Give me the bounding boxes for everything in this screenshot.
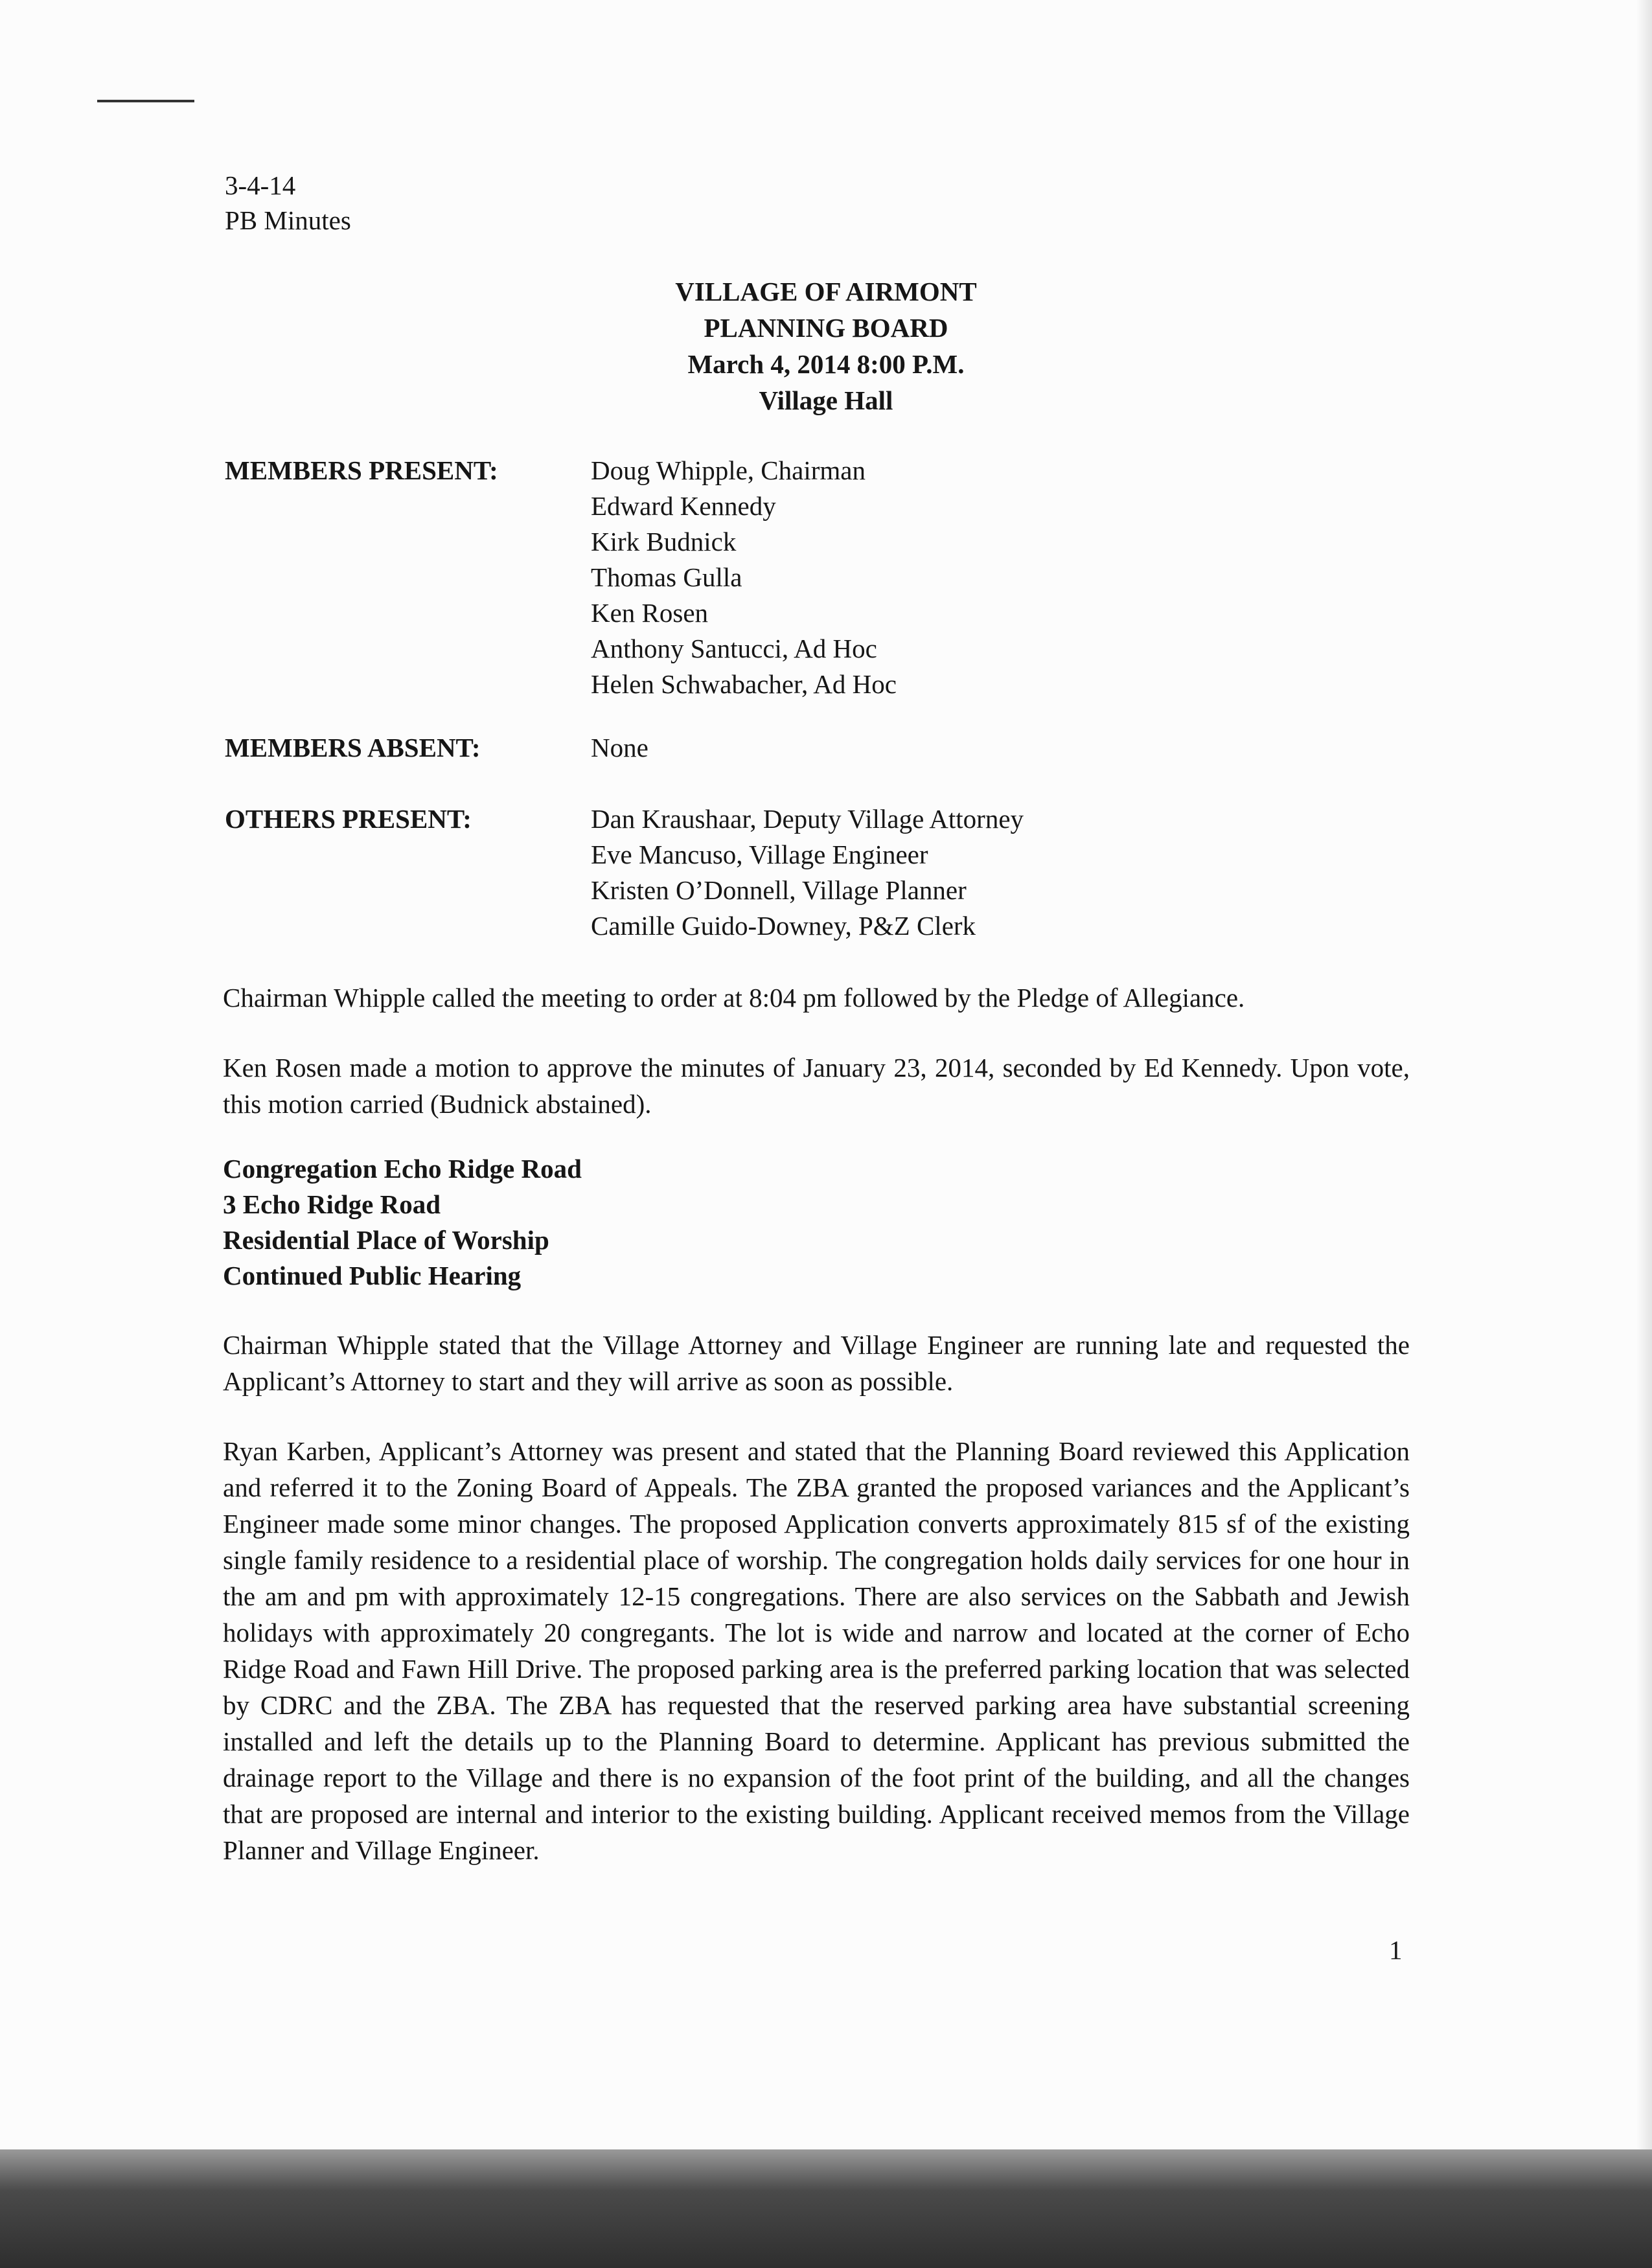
other-present: Dan Kraushaar, Deputy Village Attorney: [591, 804, 1024, 834]
title-date: March 4, 2014 8:00 P.M.: [687, 349, 965, 379]
title-location: Village Hall: [759, 385, 893, 415]
members-absent-label: MEMBERS ABSENT:: [225, 733, 481, 762]
paragraph-chairman-statement: Chairman Whipple stated that the Village Attorney and Village Engineer are running late and requested the Applicant’s Attorney to start and they will arrive as soon as possible.: [223, 1330, 1410, 1396]
paragraph-applicant-attorney: Ryan Karben, Applicant’s Attorney was present and stated that the Planning Board reviewed this Application and referred it to the Zoning Board of Appeals. The ZBA granted the proposed variances and the Applicant’s Engineer made some minor changes. The proposed Application converts approximately 815 sf of the existing single family residence to a residential place of worship. The congregation holds daily services for one hour in the am and pm with approximately 12-15 congregations. There are also services on the Sabbath and Jewish holidays with approximately 20 congregants. The lot is wide and narrow and located at the corner of Echo Ridge Road and Fawn Hill Drive. The proposed parking area is the preferred parking location that was selected by CDRC and the ZBA. The ZBA has requested that the reserved parking area have substantial screening installed and left the details up to the Planning Board to determine. Applicant has previous submitted the drainage report to the Village and there is no expansion of the foot print of the building, and all the changes that are proposed are internal and interior to the existing building. Applicant received memos from the Village Planner and Village Engineer.: [223, 1436, 1410, 1865]
member-present: Anthony Santucci, Ad Hoc: [591, 634, 877, 663]
members-present-label: MEMBERS PRESENT:: [225, 455, 498, 485]
section-heading: Congregation Echo Ridge Road: [223, 1154, 582, 1184]
section-heading: Residential Place of Worship: [223, 1225, 549, 1255]
member-present: Edward Kennedy: [591, 491, 776, 521]
other-present: Kristen O’Donnell, Village Planner: [591, 875, 967, 905]
member-present: Thomas Gulla: [591, 562, 742, 592]
page-number: 1: [1389, 1935, 1403, 1965]
other-present: Camille Guido-Downey, P&Z Clerk: [591, 911, 976, 941]
paragraph-call-to-order: Chairman Whipple called the meeting to order at 8:04 pm followed by the Pledge of Allegiance.: [223, 983, 1245, 1013]
section-heading: Continued Public Hearing: [223, 1261, 522, 1290]
members-absent-value: None: [591, 733, 648, 762]
section-heading: 3 Echo Ridge Road: [223, 1189, 441, 1219]
member-present: Doug Whipple, Chairman: [591, 455, 866, 485]
header-date: 3-4-14: [225, 170, 296, 200]
paragraph-minutes-approval: Ken Rosen made a motion to approve the minutes of January 23, 2014, seconded by Ed Kennedy. Upon vote, this motion carried (Budnick abstained).: [223, 1053, 1410, 1119]
others-present-label: OTHERS PRESENT:: [225, 804, 472, 834]
member-present: Helen Schwabacher, Ad Hoc: [591, 669, 897, 699]
scan-edge: [1636, 0, 1652, 2149]
other-present: Eve Mancuso, Village Engineer: [591, 840, 928, 869]
member-present: Ken Rosen: [591, 598, 709, 628]
member-present: Kirk Budnick: [591, 527, 737, 556]
scan-shadow: [0, 2149, 1652, 2268]
header-doc-type: PB Minutes: [225, 205, 351, 235]
scan-mark: [97, 100, 194, 102]
title-board: PLANNING BOARD: [704, 313, 948, 343]
title-village: VILLAGE OF AIRMONT: [675, 277, 977, 306]
